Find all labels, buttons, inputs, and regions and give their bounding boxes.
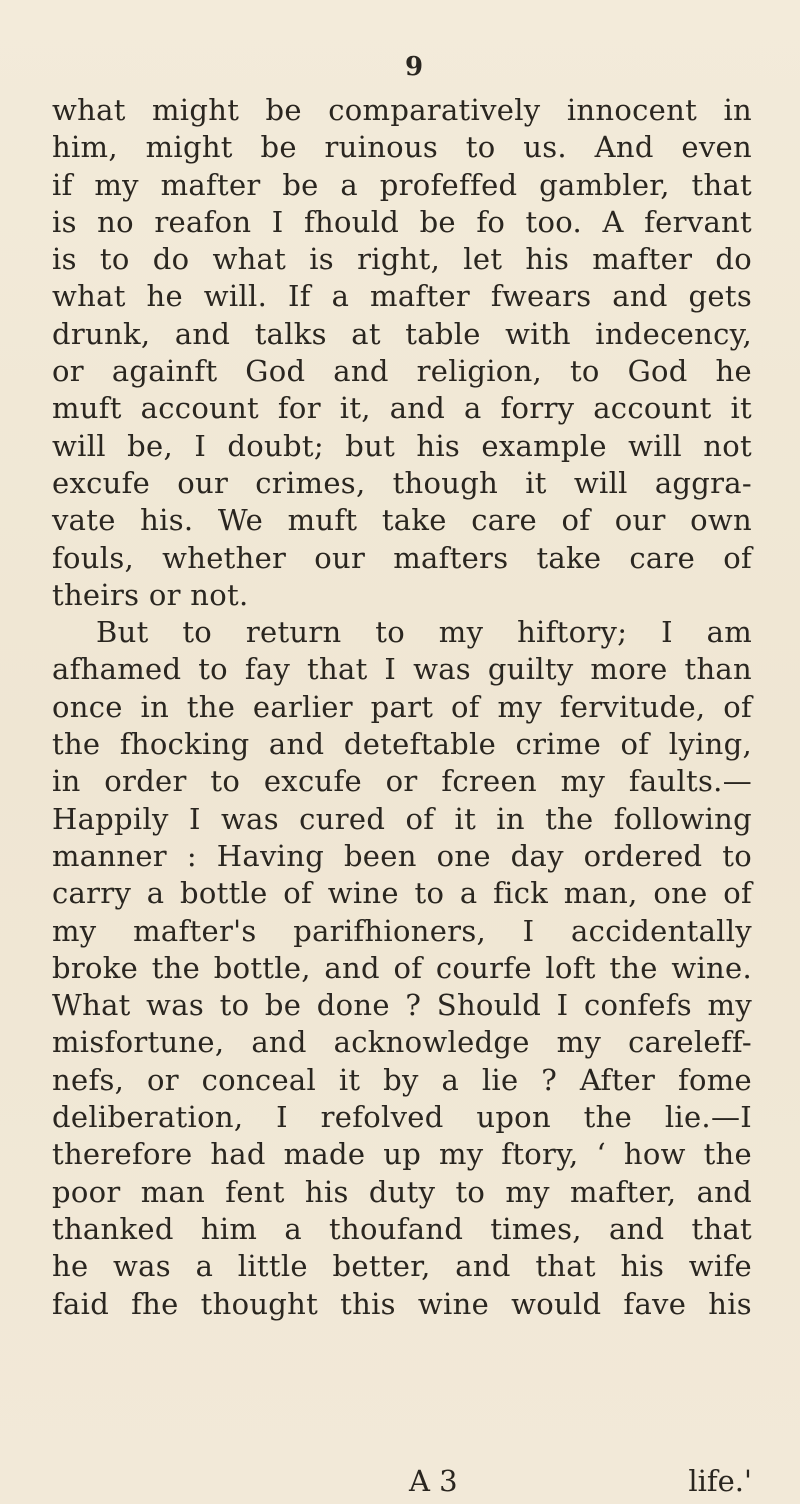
text-line: therefore had made up my ftory, ‘ how the [52,1137,752,1172]
text-line: What was to be done ? Should I confefs my [52,988,752,1023]
text-line: theirs or not. [52,577,249,612]
text-line: afhamed to fay that I was guilty more than [52,652,752,687]
signature-mark: A 3 [409,1464,458,1498]
text-line: what might be comparatively innocent in [52,93,752,127]
page-number: 9 [405,52,424,82]
text-line: once in the earlier part of my fervitude, of [52,689,752,724]
text-line: misfortune, and acknowledge my careleff- [52,1025,752,1060]
text-line: my mafter's parifhioners, I accidentally [52,913,752,948]
text-line: in order to excufe or fcreen my faults.— [52,764,752,799]
text-line: the fhocking and deteftable crime of lying, [52,727,752,762]
text-line: will be, I doubt; but his example will not [52,428,752,463]
text-line: thanked him a thoufand times, and that [52,1211,752,1246]
text-line: fouls, whether our mafters take care of [52,540,752,575]
text-line: muft account for it, and a forry account it [52,391,752,426]
text-line: manner : Having been one day ordered to [52,838,752,873]
page-footer [52,1463,752,1500]
text-line: vate his. We muft take care of our own [52,503,752,538]
text-line: him, might be ruinous to us. And even [52,130,752,165]
text-line: is to do what is right, let his mafter do [52,242,752,277]
text-line: carry a bottle of wine to a fick man, one of [52,876,752,911]
catchword: life.' [688,1464,752,1498]
text-line: nefs, or conceal it by a lie ? After fome [52,1062,752,1097]
text-line: faid fhe thought this wine would fave his [52,1286,752,1321]
body-text [52,92,752,1323]
text-line: excufe our crimes, though it will aggra- [52,465,752,500]
text-line: if my mafter be a profeffed gambler, that [52,167,752,202]
text-line: he was a little better, and that his wife [52,1249,752,1284]
text-line: drunk, and talks at table with indecency, [52,316,752,351]
text-line: poor man fent his duty to my mafter, and [52,1174,752,1209]
text-line: Happily I was cured of it in the following [52,801,752,836]
text-line: broke the bottle, and of courfe loft the wine. [52,950,752,985]
text-line: is no reafon I fhould be fo too. A fervant [52,204,752,239]
text-line: what he will. If a mafter fwears and gets [52,279,752,314]
text-line: deliberation, I refolved upon the lie.—I [52,1100,752,1135]
text-line: or againft God and religion, to God he [52,354,752,389]
paragraph-start-line: But to return to my hiftory; I am [96,615,752,650]
